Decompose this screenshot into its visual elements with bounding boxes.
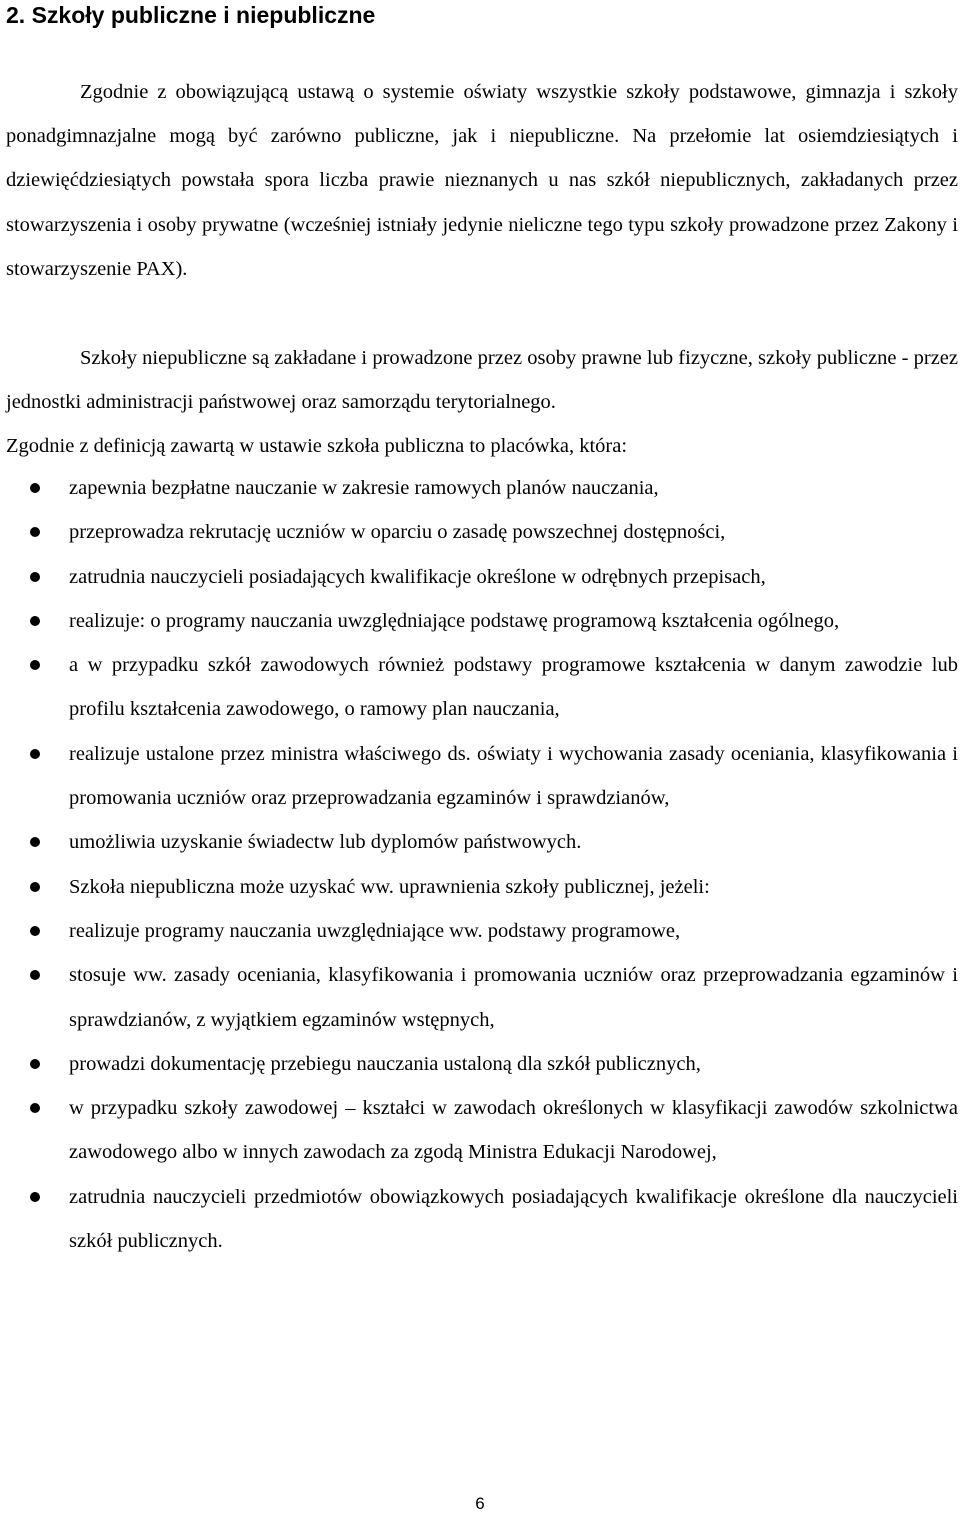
list-item-text: zatrudnia nauczycieli posiadających kwalifikacje określone w odrębnych przepisach,: [69, 565, 766, 588]
bullet-icon: [30, 1103, 40, 1113]
bullet-icon: [30, 483, 40, 493]
list-item-text: w przypadku szkoły zawodowej – kształci w zawodach określonych w klasyfikacji zawodów szkolnictwa zawodowego albo w innych zawodach za zgodą Ministra Edukacji Narodowej,: [69, 1097, 958, 1164]
bullet-icon: [30, 527, 40, 537]
list-item: [0, 555, 958, 599]
list-item-text: zatrudnia nauczycieli przedmiotów obowiązkowych posiadających kwalifikacje określone dla nauczycieli szkół publicznych.: [69, 1185, 958, 1253]
bullet-icon: [30, 616, 40, 626]
page-number: 6: [475, 1494, 485, 1513]
list-item-text: realizuje programy nauczania uwzględniające ww. podstawy programowe,: [69, 919, 681, 942]
list-item: [0, 732, 958, 821]
bullet-icon: [30, 970, 40, 980]
bullet-icon: [30, 1192, 40, 1202]
bullet-icon: [30, 749, 40, 759]
list-item-text: stosuje ww. zasady oceniania, klasyfikowania i promowania uczniów oraz przeprowadzania egzaminów i sprawdzianów, z wyjątkiem egzaminów wstępnych,: [69, 964, 958, 1031]
list-item-text: Szkoła niepubliczna może uzyskać ww. uprawnienia szkoły publicznej, jeżeli:: [69, 875, 710, 898]
list-item: [0, 865, 958, 909]
list-item-text: realizuje: o programy nauczania uwzględniające podstawę programową kształcenia ogólnego,: [69, 609, 840, 632]
bullet-list: [0, 466, 958, 1263]
list-item: [0, 510, 958, 554]
list-item: [0, 1086, 958, 1175]
list-item-text: umożliwia uzyskanie świadectw lub dyplomów państwowych.: [69, 831, 582, 854]
list-item: [0, 953, 958, 1042]
list-item-text: przeprowadza rekrutację uczniów w oparciu o zasadę powszechnej dostępności,: [69, 521, 726, 544]
list-item-text: prowadzi dokumentację przebiegu nauczania ustaloną dla szkół publicznych,: [69, 1052, 701, 1075]
bullet-icon: [30, 572, 40, 582]
section-heading: 2. Szkoły publiczne i niepubliczne: [6, 2, 376, 28]
list-item: [0, 599, 958, 643]
bullet-icon: [30, 882, 40, 892]
list-item: [0, 1175, 958, 1264]
bullet-icon: [30, 837, 40, 847]
bullet-icon: [30, 1059, 40, 1069]
list-item: [0, 1042, 958, 1086]
list-item: [0, 643, 958, 732]
list-item-text: zapewnia bezpłatne nauczanie w zakresie ramowych planów nauczania,: [69, 477, 659, 499]
paragraph-school-founders: Szkoły niepubliczne są zakładane i prowadzone przez osoby prawne lub fizyczne, szkoły publiczne - przez jednostki administracji państwowej oraz samorządu terytorialnego.: [6, 347, 958, 414]
bullet-icon: [30, 660, 40, 670]
list-item: [0, 909, 958, 953]
list-item: [0, 820, 958, 864]
bullet-icon: [30, 926, 40, 936]
list-item: [0, 466, 958, 510]
list-item-text: realizuje ustalone przez ministra właściwego ds. oświaty i wychowania zasady oceniania, klasyfikowania i promowania uczniów oraz przeprowadzania egzaminów i sprawdzianów,: [69, 742, 958, 810]
list-item-text: a w przypadku szkół zawodowych również podstawy programowe kształcenia w danym zawodzie lub profilu kształcenia zawodowego, o ramowy plan nauczania,: [69, 654, 958, 721]
paragraph-intro: Zgodnie z obowiązującą ustawą o systemie oświaty wszystkie szkoły podstawowe, gimnazja i szkoły ponadgimnazjalne mogą być zarówno publiczne, jak i niepubliczne. Na przełomie lat osiemdziesiątych i dziewięćdziesiątych powstała spora liczba prawie nieznanych u nas szkół niepublicznych, zakładanych przez stowarzyszenia i osoby prywatne (wcześniej istniały jedynie nieliczne tego typu szkoły prowadzone przez Zakony i stowarzyszenie PAX).: [6, 81, 958, 280]
paragraph-definition: Zgodnie z definicją zawartą w ustawie szkoła publiczna to placówka, która:: [6, 435, 628, 457]
